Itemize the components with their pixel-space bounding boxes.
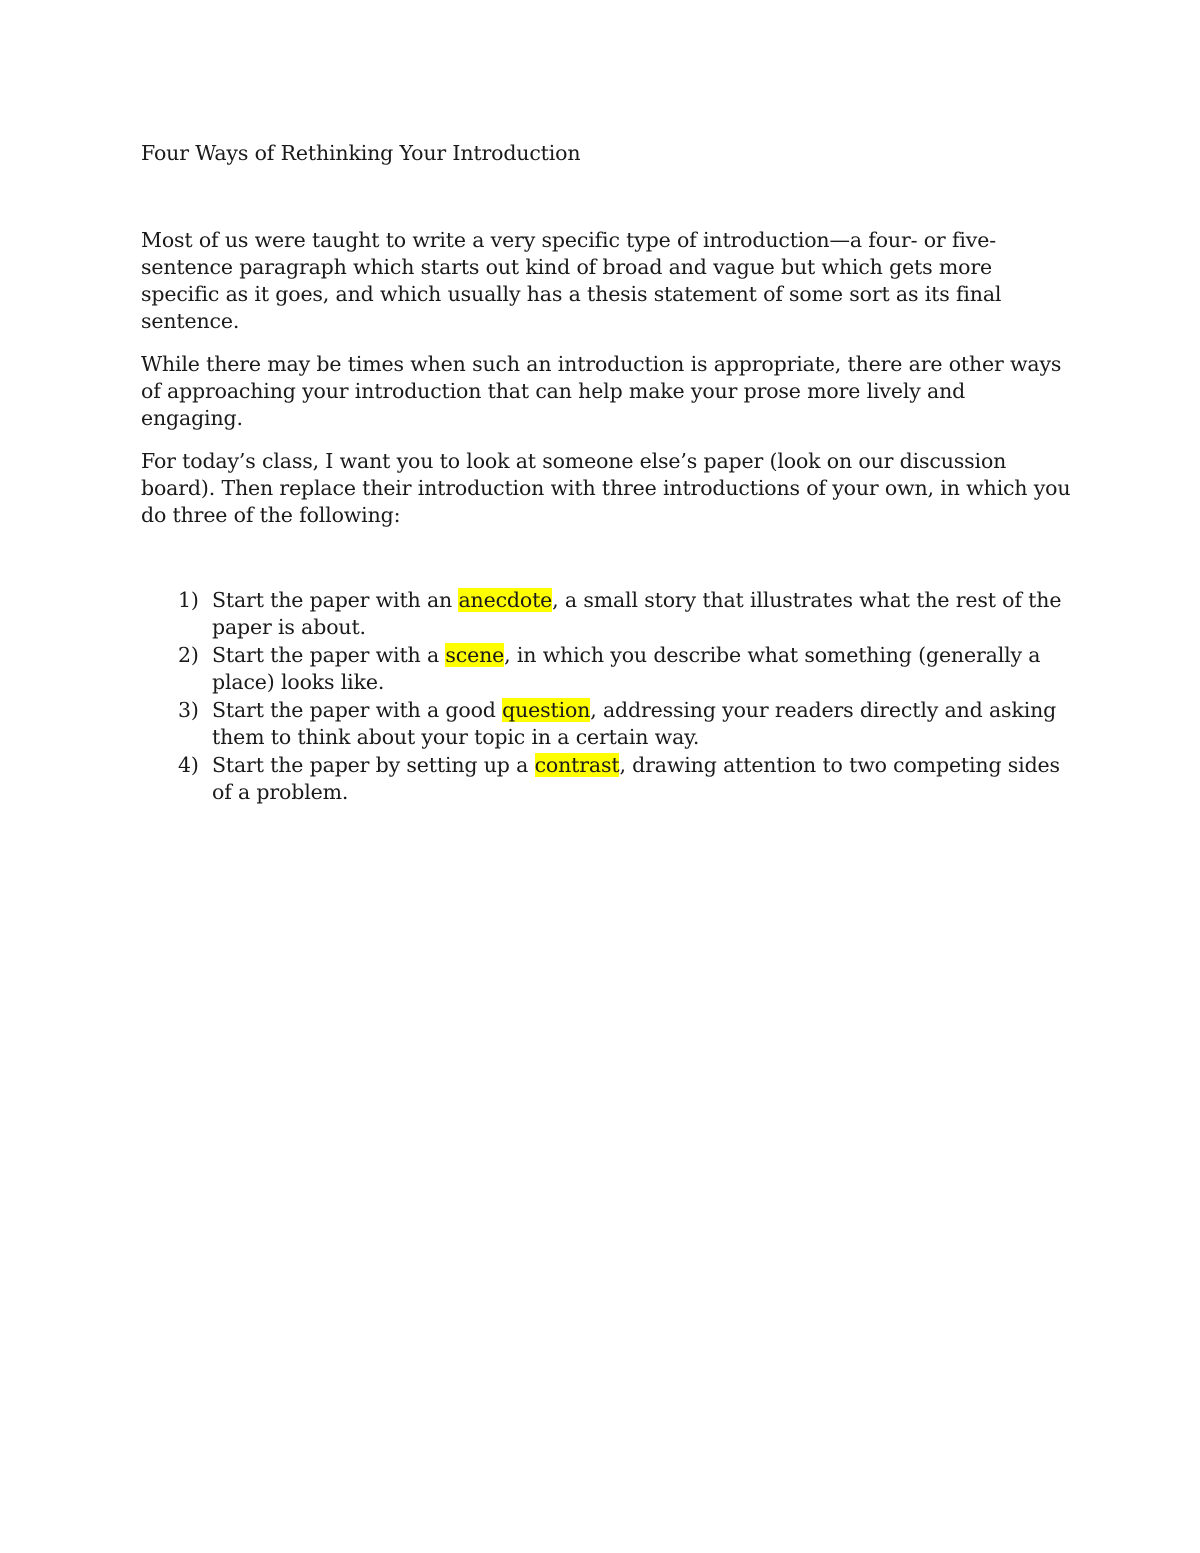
highlighted-keyword: question: [502, 698, 591, 722]
item-text-after: , addressing your readers directly and asking them to think about your topic in a certain way.: [212, 698, 1057, 749]
list-number: 3): [178, 698, 199, 722]
document-title: Four Ways of Rethinking Your Introduction: [141, 141, 581, 165]
list-number: 2): [178, 643, 199, 667]
paragraph-assignment: For today’s class, I want you to look at someone else’s paper (look on our discussion board). Then replace their introduction with three introductions of your own, in which you do three of the following:: [141, 449, 1071, 527]
list-item-question: [141, 697, 1071, 751]
highlighted-keyword: scene: [445, 643, 505, 667]
list-item-anecdote: [141, 587, 1071, 641]
item-text-before: Start the paper with a: [212, 643, 446, 667]
highlighted-keyword: anecdote: [458, 588, 553, 612]
list-number: 1): [178, 588, 199, 612]
numbered-list: [141, 587, 1071, 806]
item-text-before: Start the paper by setting up a: [212, 753, 535, 777]
highlighted-keyword: contrast: [534, 753, 620, 777]
list-item-contrast: [141, 752, 1071, 806]
paragraph-alternatives: While there may be times when such an introduction is appropriate, there are other ways of approaching your introduction that can help make your prose more lively and engaging.: [141, 352, 1062, 430]
paragraph-intro: Most of us were taught to write a very specific type of introduction—a four- or five-sentence paragraph which starts out kind of broad and vague but which gets more specific as it goes, and which usually has a thesis statement of some sort as its final sentence.: [141, 228, 1002, 333]
list-number: 4): [178, 753, 199, 777]
item-text-before: Start the paper with a good: [212, 698, 503, 722]
document-body: [141, 138, 1071, 807]
item-text-before: Start the paper with an: [212, 588, 459, 612]
item-text-after: , drawing attention to two competing sides of a problem.: [212, 753, 1060, 804]
item-text-after: , in which you describe what something (generally a place) looks like.: [212, 643, 1041, 694]
item-text-after: , a small story that illustrates what the rest of the paper is about.: [212, 588, 1062, 639]
list-item-scene: [141, 642, 1071, 696]
